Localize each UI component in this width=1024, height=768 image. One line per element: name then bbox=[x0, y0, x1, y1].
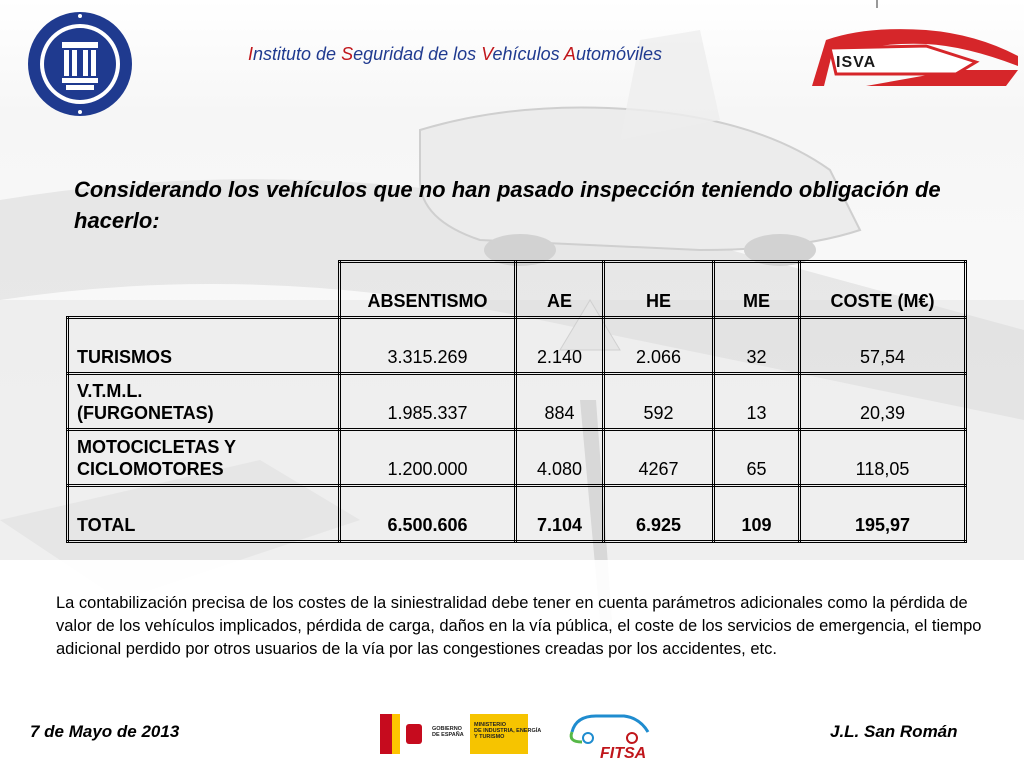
row-label: TURISMOS bbox=[68, 318, 340, 374]
table-cell: 6.925 bbox=[604, 486, 714, 542]
table-cell: 118,05 bbox=[800, 430, 966, 486]
table-cell: 2.066 bbox=[604, 318, 714, 374]
university-seal-logo bbox=[26, 10, 134, 118]
title-initial: V bbox=[481, 44, 493, 64]
table-cell: 4.080 bbox=[516, 430, 604, 486]
ministerio-label bbox=[474, 722, 541, 740]
table-cell: 6.500.606 bbox=[340, 486, 516, 542]
cost-note-paragraph: La contabilización precisa de los costes de la siniestralidad debe tener en cuenta parámetros adicionales como la pérdida de valor de los vehículos implicados, pérdida de carga, daños en la vía pública, el coste de los servicios de emergencia, el tiempo adicional perdido por otros usuarios de la vía por las congestiones creadas por los accidentes, etc. bbox=[56, 594, 982, 658]
column-header: AE bbox=[516, 262, 604, 318]
table-cell: 13 bbox=[714, 374, 800, 430]
logo-line: DE ESPAÑA bbox=[432, 732, 464, 738]
column-header: HE bbox=[604, 262, 714, 318]
title-text: eguridad de los bbox=[353, 44, 482, 64]
page-heading: Considerando los vehículos que no han pasado inspección teniendo obligación de hacerlo: bbox=[74, 177, 941, 233]
row-label: MOTOCICLETAS Y CICLOMOTORES bbox=[68, 430, 340, 486]
title-text: utomóviles bbox=[575, 44, 662, 64]
logo-line: MINISTERIO bbox=[474, 722, 507, 728]
title-initial: A bbox=[563, 44, 576, 64]
isva-logo bbox=[806, 0, 1024, 100]
logo-line: DE INDUSTRIA, ENERGÍA bbox=[474, 728, 542, 734]
vehicle-cost-table bbox=[66, 260, 967, 543]
title-text: nstituto de bbox=[253, 44, 342, 64]
table-cell: 1.200.000 bbox=[340, 430, 516, 486]
fitsa-logo-text: FITSA bbox=[600, 745, 647, 762]
row-label: V.T.M.L. (FURGONETAS) bbox=[68, 374, 340, 430]
gobierno-label bbox=[432, 726, 464, 738]
footer-author: J.L. San Román bbox=[830, 722, 958, 741]
logo-line: Y TURISMO bbox=[474, 734, 505, 740]
table-row bbox=[68, 374, 966, 430]
table-cell: 2.140 bbox=[516, 318, 604, 374]
table-cell: 592 bbox=[604, 374, 714, 430]
title-text: ehículos bbox=[492, 44, 564, 64]
table-cell: 65 bbox=[714, 430, 800, 486]
institute-title bbox=[248, 44, 662, 65]
table-row bbox=[68, 318, 966, 374]
table-cell: 1.985.337 bbox=[340, 374, 516, 430]
table-corner-cell bbox=[68, 262, 340, 318]
table-row bbox=[68, 430, 966, 486]
title-initial: I bbox=[248, 44, 254, 64]
table-header-row bbox=[68, 262, 966, 318]
table-cell: 57,54 bbox=[800, 318, 966, 374]
row-label: TOTAL bbox=[68, 486, 340, 542]
table-cell: 884 bbox=[516, 374, 604, 430]
column-header: ME bbox=[714, 262, 800, 318]
fitsa-logo bbox=[566, 706, 658, 762]
table-cell: 4267 bbox=[604, 430, 714, 486]
table-cell: 20,39 bbox=[800, 374, 966, 430]
table-cell: 195,97 bbox=[800, 486, 966, 542]
table-row bbox=[68, 486, 966, 542]
column-header: COSTE (M€) bbox=[800, 262, 966, 318]
title-initial: S bbox=[341, 44, 354, 64]
column-header: ABSENTISMO bbox=[340, 262, 516, 318]
table-cell: 32 bbox=[714, 318, 800, 374]
isva-logo-text: ISVA bbox=[836, 54, 877, 71]
table-cell: 109 bbox=[714, 486, 800, 542]
table-cell: 3.315.269 bbox=[340, 318, 516, 374]
footer-date: 7 de Mayo de 2013 bbox=[30, 722, 180, 741]
logo-line: GOBIERNO bbox=[432, 726, 462, 732]
table-cell: 7.104 bbox=[516, 486, 604, 542]
